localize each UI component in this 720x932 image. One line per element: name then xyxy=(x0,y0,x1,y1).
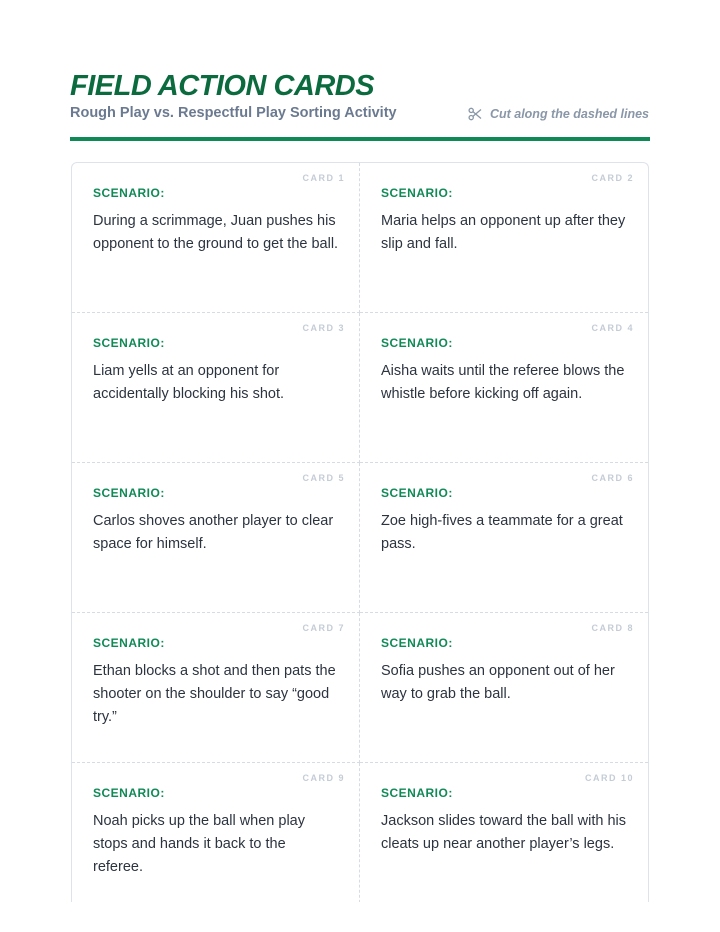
card-scenario-text: During a scrimmage, Juan pushes his opponent to the ground to get the ball. xyxy=(93,213,339,252)
card-label: SCENARIO: xyxy=(381,186,453,200)
cut-instruction xyxy=(468,106,649,122)
card-label: SCENARIO: xyxy=(381,786,453,800)
action-card xyxy=(360,313,648,463)
card-number: CARD 1 xyxy=(302,173,345,183)
cut-instruction-text: Cut along the dashed lines xyxy=(489,107,649,121)
card-number: CARD 9 xyxy=(302,773,345,783)
card-scenario-text: Liam yells at an opponent for accidentally blocking his shot. xyxy=(93,363,285,402)
card-scenario-text: Noah picks up the ball when play stops and hands it back to the referee. xyxy=(93,813,305,875)
card-label: SCENARIO: xyxy=(93,336,165,350)
page-subtitle: Rough Play vs. Respectful Play Sorting Activity xyxy=(70,105,397,121)
card-label: SCENARIO: xyxy=(93,186,165,200)
card-scenario-text: Zoe high-fives a teammate for a great pass. xyxy=(381,513,623,552)
card-label: SCENARIO: xyxy=(381,486,453,500)
card-number: CARD 6 xyxy=(591,473,634,483)
card-label: SCENARIO: xyxy=(381,636,453,650)
card-label: SCENARIO: xyxy=(381,336,453,350)
card-number: CARD 3 xyxy=(302,323,345,333)
card-label: SCENARIO: xyxy=(93,486,165,500)
card-number: CARD 5 xyxy=(302,473,345,483)
card-label: SCENARIO: xyxy=(93,786,165,800)
card-number: CARD 4 xyxy=(591,323,634,333)
action-card xyxy=(72,463,360,613)
card-scenario-text: Sofia pushes an opponent out of her way to grab the ball. xyxy=(381,663,615,702)
card-scenario-text: Maria helps an opponent up after they slip and fall. xyxy=(381,213,626,252)
header-divider xyxy=(70,137,650,141)
card-scenario-text: Ethan blocks a shot and then pats the shooter on the shoulder to say “good try.” xyxy=(93,663,336,725)
card-number: CARD 7 xyxy=(302,623,345,633)
card-number: CARD 8 xyxy=(591,623,634,633)
card-scenario-text: Aisha waits until the referee blows the whistle before kicking off again. xyxy=(381,363,625,402)
action-card xyxy=(360,463,648,613)
scissors-icon xyxy=(468,107,482,121)
action-card xyxy=(72,163,360,313)
action-card xyxy=(360,613,648,763)
card-scenario-text: Jackson slides toward the ball with his cleats up near another player’s legs. xyxy=(381,813,627,852)
page-title: FIELD ACTION CARDS xyxy=(70,70,375,102)
action-card xyxy=(360,163,648,313)
card-number: CARD 2 xyxy=(591,173,634,183)
action-card xyxy=(72,313,360,463)
action-card xyxy=(72,613,360,763)
card-label: SCENARIO: xyxy=(93,636,165,650)
action-card xyxy=(360,763,648,902)
card-grid xyxy=(72,163,648,902)
card-scenario-text: Carlos shoves another player to clear space for himself. xyxy=(93,513,334,552)
action-card xyxy=(72,763,360,902)
card-sheet xyxy=(71,162,649,902)
card-number: CARD 10 xyxy=(584,773,634,783)
